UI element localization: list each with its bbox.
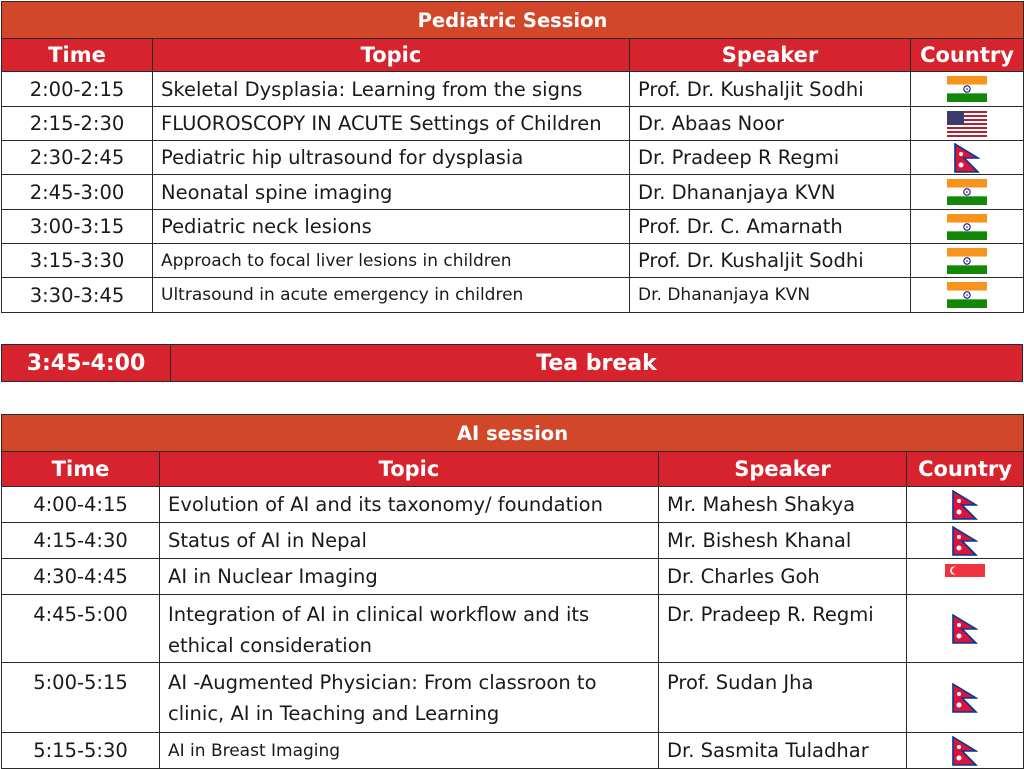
- pediatric-session-title: Pediatric Session: [2, 2, 1024, 39]
- time-cell: 5:00-5:15: [2, 663, 160, 733]
- time-cell: 4:30-4:45: [2, 559, 160, 595]
- topic-cell: [160, 663, 659, 733]
- time-cell: 2:30-2:45: [2, 141, 153, 175]
- time-header: Time: [2, 39, 153, 72]
- speaker-header: Speaker: [630, 39, 911, 72]
- speaker-cell: Prof. Dr. Kushaljit Sodhi: [630, 244, 911, 278]
- table-row: [2, 72, 1024, 107]
- time-cell: 2:45-3:00: [2, 175, 153, 210]
- speaker-header: Speaker: [659, 452, 907, 487]
- topic-cell: AI in Breast Imaging: [160, 733, 659, 769]
- table-row: [2, 559, 1024, 595]
- nepal-flag-icon: [954, 143, 980, 173]
- time-cell: 3:00-3:15: [2, 210, 153, 244]
- time-header: Time: [2, 452, 160, 487]
- topic-cell: Evolution of AI and its taxonomy/ foundation: [160, 487, 659, 523]
- speaker-cell: Prof. Dr. C. Amarnath: [630, 210, 911, 244]
- country-header: Country: [907, 452, 1024, 487]
- speaker-cell: Dr. Charles Goh: [659, 559, 907, 595]
- topic-cell: Pediatric neck lesions: [153, 210, 630, 244]
- speaker-cell: Dr. Sasmita Tuladhar: [659, 733, 907, 769]
- topic-cell: [160, 595, 659, 663]
- time-cell: 3:15-3:30: [2, 244, 153, 278]
- topic-header: Topic: [160, 452, 659, 487]
- speaker-cell: Dr. Dhananjaya KVN: [630, 278, 911, 313]
- table-row: [2, 244, 1024, 278]
- speaker-cell: Mr. Bishesh Khanal: [659, 523, 907, 559]
- time-cell: 2:15-2:30: [2, 107, 153, 141]
- table-row: [2, 210, 1024, 244]
- table-row: [2, 523, 1024, 559]
- time-cell: 4:15-4:30: [2, 523, 160, 559]
- india-flag-icon: [947, 179, 987, 205]
- speaker-cell: Dr. Dhananjaya KVN: [630, 175, 911, 210]
- nepal-flag-icon: [952, 526, 978, 556]
- topic-cell: Status of AI in Nepal: [160, 523, 659, 559]
- country-header: Country: [911, 39, 1024, 72]
- nepal-flag-icon: [952, 736, 978, 766]
- time-cell: 3:30-3:45: [2, 278, 153, 313]
- topic-cell: FLUOROSCOPY IN ACUTE Settings of Children: [153, 107, 630, 141]
- table-row: [2, 107, 1024, 141]
- table-row: [2, 175, 1024, 210]
- table-row: [2, 733, 1024, 769]
- ai-session-title: AI session: [2, 415, 1024, 452]
- speaker-cell: Mr. Mahesh Shakya: [659, 487, 907, 523]
- time-cell: 4:45-5:00: [2, 595, 160, 663]
- topic-line: AI -Augmented Physician: From classroon to: [168, 671, 597, 694]
- topic-cell: Ultrasound in acute emergency in children: [153, 278, 630, 313]
- topic-line: ethical consideration: [168, 634, 372, 657]
- table-row: [2, 663, 1024, 733]
- table-row: [2, 487, 1024, 523]
- tea-break-time: 3:45-4:00: [1, 344, 171, 382]
- speaker-cell: Dr. Pradeep R Regmi: [630, 141, 911, 175]
- table-row: [2, 141, 1024, 175]
- india-flag-icon: [947, 76, 987, 102]
- nepal-flag-icon: [952, 490, 978, 520]
- topic-cell: Pediatric hip ultrasound for dysplasia: [153, 141, 630, 175]
- tea-break-bar: [1, 344, 1023, 382]
- india-flag-icon: [947, 282, 987, 308]
- singapore-flag-icon: [945, 564, 985, 590]
- table-row: [2, 595, 1024, 663]
- speaker-cell: Prof. Sudan Jha: [659, 663, 907, 733]
- india-flag-icon: [947, 214, 987, 240]
- topic-cell: Neonatal spine imaging: [153, 175, 630, 210]
- usa-flag-icon: [947, 111, 987, 137]
- nepal-flag-icon: [952, 614, 978, 644]
- speaker-cell: Dr. Pradeep R. Regmi: [659, 595, 907, 663]
- topic-cell: Approach to focal liver lesions in children: [153, 244, 630, 278]
- topic-header: Topic: [153, 39, 630, 72]
- ai-session-table: [1, 414, 1024, 769]
- speaker-cell: Dr. Abaas Noor: [630, 107, 911, 141]
- time-cell: 5:15-5:30: [2, 733, 160, 769]
- nepal-flag-icon: [952, 683, 978, 713]
- speaker-cell: Prof. Dr. Kushaljit Sodhi: [630, 72, 911, 107]
- tea-break-label: Tea break: [171, 344, 1023, 382]
- india-flag-icon: [947, 248, 987, 274]
- table-row: [2, 278, 1024, 313]
- topic-cell: AI in Nuclear Imaging: [160, 559, 659, 595]
- pediatric-session-table: [1, 1, 1024, 313]
- topic-line: clinic, AI in Teaching and Learning: [168, 702, 500, 725]
- time-cell: 2:00-2:15: [2, 72, 153, 107]
- time-cell: 4:00-4:15: [2, 487, 160, 523]
- topic-line: Integration of AI in clinical workflow and its: [168, 603, 590, 626]
- topic-cell: Skeletal Dysplasia: Learning from the signs: [153, 72, 630, 107]
